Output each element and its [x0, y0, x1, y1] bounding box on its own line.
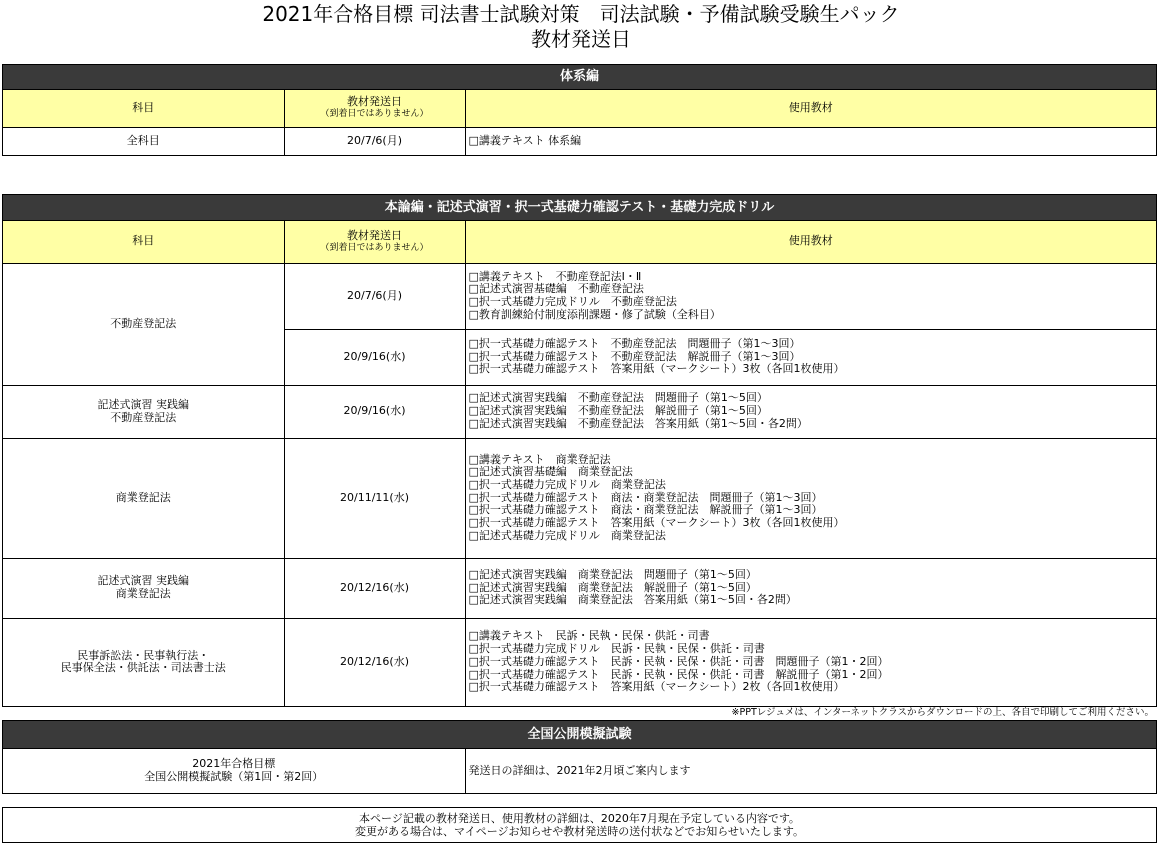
material-item: □講義テキスト 民訴・民執・民保・供託・司書	[468, 629, 710, 643]
table-header-row	[3, 221, 1156, 263]
header-subject: 科目	[3, 221, 284, 263]
footer-line: 変更がある場合は、マイページお知らせや教材発送時の送付状などでお知らせいたします。	[354, 825, 805, 838]
header-subject: 科目	[3, 90, 284, 127]
table-row	[3, 558, 1156, 618]
subject-line: 2021年合格目標	[192, 757, 276, 771]
material-item: □記述式演習基礎編 商業登記法	[468, 465, 633, 479]
material-item: □記述式演習実践編 商業登記法 解説冊子（第1～5回）	[468, 580, 757, 594]
material-item: □記述式演習基礎編 不動産登記法	[468, 282, 644, 296]
date-cell: 20/7/6(月)	[284, 263, 465, 329]
material-item: □講義テキスト 不動産登記法Ⅰ・Ⅱ	[468, 269, 642, 283]
date-cell: 20/9/16(水)	[284, 385, 465, 438]
materials-cell	[465, 263, 1156, 329]
ppt-note: ※PPTレジュメは、インターネットクラスからダウンロードの上、各自で印刷してご利用ください。	[731, 707, 1154, 718]
table-row	[3, 127, 1156, 155]
section-title: 体系編	[3, 65, 1156, 90]
subject-line: 不動産登記法	[110, 316, 177, 330]
table-row	[3, 749, 1156, 793]
material-item: □択一式基礎力完成ドリル 商業登記法	[468, 477, 666, 491]
materials-cell	[465, 127, 1156, 155]
material-item: □記述式基礎力完成ドリル 商業登記法	[468, 528, 666, 542]
table-row	[3, 385, 1156, 438]
subject-line: 記述式演習 実践編	[97, 574, 189, 588]
header-date-note: （到着日ではありません）	[320, 242, 429, 253]
honron-table	[3, 221, 1156, 706]
subject-cell	[3, 558, 284, 618]
material-item: □記述式演習実践編 商業登記法 答案用紙（第1～5回・各2問）	[468, 593, 797, 607]
material-item: □記述式演習実践編 不動産登記法 答案用紙（第1～5回・各2問）	[468, 416, 808, 430]
header-materials: 使用教材	[465, 90, 1156, 127]
footer-notice	[2, 807, 1157, 843]
subject-cell	[3, 263, 284, 385]
subject-line: 商業登記法	[115, 587, 171, 600]
material-item: □択一式基礎力確認テスト 答案用紙（マークシート）2枚（各回1枚使用）	[468, 680, 845, 694]
header-date	[284, 90, 465, 127]
material-item: □記述式演習実践編 不動産登記法 解説冊子（第1～5回）	[468, 404, 768, 418]
material-item: □記述式演習実践編 商業登記法 問題冊子（第1～5回）	[468, 567, 757, 581]
materials-cell	[465, 558, 1156, 618]
material-item: □記述式演習実践編 不動産登記法 問題冊子（第1～5回）	[468, 391, 768, 405]
footer-line: 本ページ記載の教材発送日、使用教材の詳細は、2020年7月現在予定している内容です。	[359, 812, 800, 825]
subject-line: 全国公開模擬試験（第1回・第2回）	[144, 770, 324, 783]
subject-cell	[3, 438, 284, 558]
material-item: □講義テキスト 体系編	[468, 133, 582, 147]
subject-cell	[3, 749, 465, 793]
material-item: □択一式基礎力完成ドリル 不動産登記法	[468, 295, 677, 308]
material-item: □択一式基礎力確認テスト 商法・商業登記法 解説冊子（第1～3回）	[468, 503, 823, 517]
header-date	[284, 221, 465, 263]
subject-line: 不動産登記法	[110, 410, 177, 424]
table-row	[3, 618, 1156, 706]
section-honron	[2, 194, 1157, 707]
material-item: □択一式基礎力確認テスト 不動産登記法 問題冊子（第1～3回）	[468, 336, 801, 350]
section-moshi	[2, 720, 1157, 794]
material-item: □択一式基礎力確認テスト 民訴・民執・民保・供託・司書 問題冊子（第1・2回）	[468, 654, 889, 668]
material-item: □択一式基礎力確認テスト 商法・商業登記法 問題冊子（第1～3回）	[468, 490, 823, 504]
materials-cell	[465, 329, 1156, 385]
detail-cell: 発送日の詳細は、2021年2月頃ご案内します	[465, 749, 1156, 793]
table-header-row	[3, 90, 1156, 127]
header-date-label: 教材発送日	[347, 228, 402, 242]
materials-cell	[465, 438, 1156, 558]
header-materials: 使用教材	[465, 221, 1156, 263]
date-cell: 20/11/11(水)	[284, 438, 465, 558]
section-title: 全国公開模擬試験	[3, 721, 1156, 749]
materials-cell	[465, 618, 1156, 706]
date-cell: 20/7/6(月)	[284, 127, 465, 155]
material-item: □択一式基礎力確認テスト 不動産登記法 解説冊子（第1～3回）	[468, 349, 801, 363]
subject-line: 商業登記法	[115, 490, 171, 504]
table-row	[3, 263, 1156, 329]
subject-line: 記述式演習 実践編	[97, 397, 189, 411]
date-cell: 20/12/16(水)	[284, 558, 465, 618]
material-item: □択一式基礎力確認テスト 答案用紙（マークシート）3枚（各回1枚使用）	[468, 362, 845, 376]
subject-line: 民事保全法・供託法・司法書士法	[60, 661, 226, 675]
material-item: □講義テキスト 商業登記法	[468, 452, 611, 466]
header-date-note: （到着日ではありません）	[320, 109, 429, 120]
table-row	[3, 438, 1156, 558]
taikei-table	[3, 90, 1156, 155]
page-subtitle: 教材発送日	[531, 27, 631, 51]
subject-cell: 全科目	[3, 127, 284, 155]
material-item: □択一式基礎力確認テスト 答案用紙（マークシート）3枚（各回1枚使用）	[468, 516, 845, 530]
material-item: □教育訓練給付制度添削課題・修了試験（全科目）	[468, 307, 721, 321]
material-item: □択一式基礎力完成ドリル 民訴・民執・民保・供託・司書	[468, 642, 765, 656]
date-cell: 20/12/16(水)	[284, 618, 465, 706]
page-title: 2021年合格目標 司法書士試験対策 司法試験・予備試験受験生パック	[262, 2, 900, 26]
date-cell: 20/9/16(水)	[284, 329, 465, 385]
moshi-table	[3, 749, 1156, 793]
subject-cell	[3, 618, 284, 706]
header-date-label: 教材発送日	[347, 95, 402, 109]
subject-line: 民事訴訟法・民事執行法・	[77, 648, 210, 662]
materials-cell	[465, 385, 1156, 438]
material-item: □択一式基礎力確認テスト 民訴・民執・民保・供託・司書 解説冊子（第1・2回）	[468, 667, 889, 681]
section-title: 本論編・記述式演習・択一式基礎力確認テスト・基礎力完成ドリル	[3, 195, 1156, 221]
section-taikei	[2, 64, 1157, 156]
subject-cell	[3, 385, 284, 438]
